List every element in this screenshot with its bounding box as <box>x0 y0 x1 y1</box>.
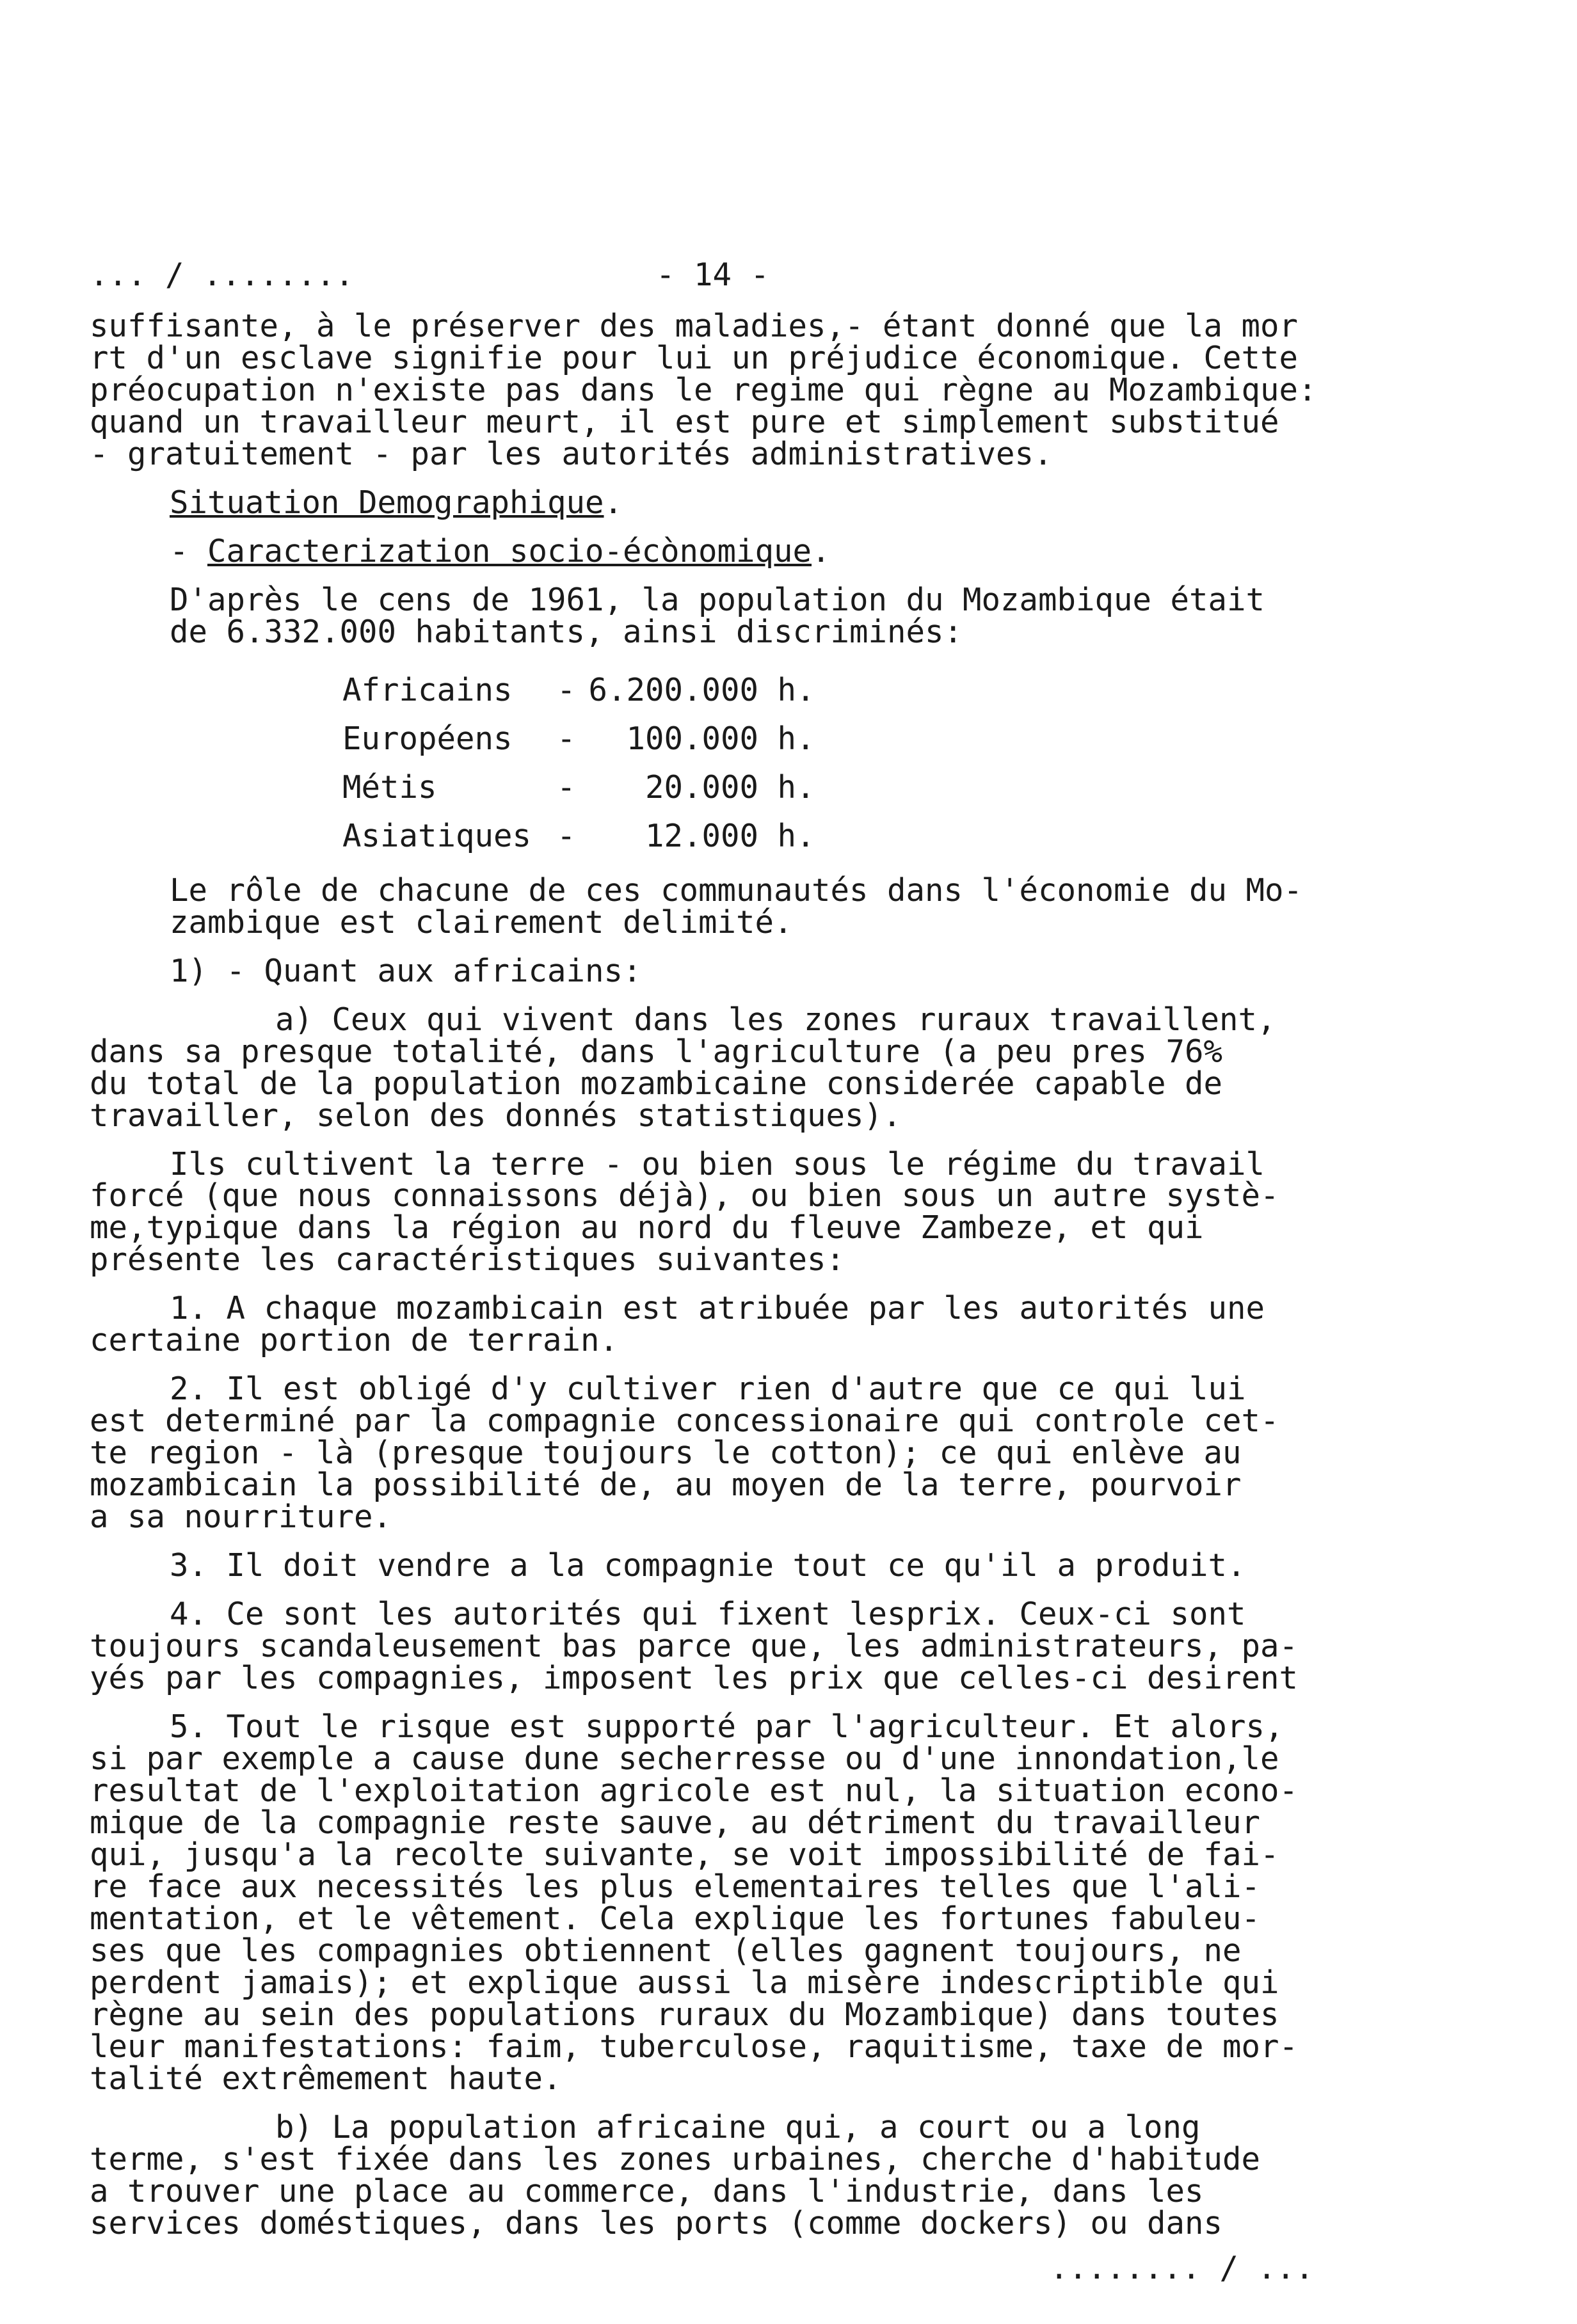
population-value: 6.200.000 h. <box>588 671 815 708</box>
list-item-3: 3. Il doit vendre a la compagnie tout ce qu'il a produit. <box>170 1547 1246 1584</box>
paragraph-b-first-line: b) La population africaine qui, a court ou a long <box>275 2108 1201 2145</box>
population-value: 12.000 h. <box>645 817 815 854</box>
paragraph-intro: suffisante, à le préserver des maladies,- étant donné que la mor rt d'un esclave signifie pour lui un préjudice économique. Cette préocupation n'existe pas dans le regime qui règne au Mozambique: quand un travailleur meurt, il est pure et simplement substitué - gratuitement - par les autorités administratives. <box>90 308 1317 472</box>
page-header <box>90 259 1434 298</box>
population-value: 20.000 h. <box>645 768 815 806</box>
paragraph-a: dans sa presque totalité, dans l'agriculture (a peu pres 76% du total de la population mozambicaine considerée capable de travailler, selon des donnés statistiques). <box>90 1033 1223 1134</box>
table-row: Africains - 6.200.000 h. <box>342 666 815 715</box>
paragraph-roles: Le rôle de chacune de ces communautés dans l'économie du Mo- zambique est clairement delimité. <box>170 872 1303 941</box>
document-body <box>90 310 1370 2240</box>
heading-text: Caracterization socio-écònomique <box>207 532 812 569</box>
population-group: Asiatiques <box>342 817 532 854</box>
list-item-2-first-line: 2. Il est obligé d'y cultiver rien d'autre que ce qui lui <box>170 1371 1246 1408</box>
paragraph-a-first-line: a) Ceux qui vivent dans les zones ruraux travaillent, <box>275 1001 1276 1038</box>
list-item-4-first-line: 4. Ce sont les autorités qui fixent lesprix. Ceux-ci sont <box>170 1596 1246 1633</box>
population-table <box>342 666 815 861</box>
section-heading-caracterization: - Caracterization socio-écònomique. <box>170 532 831 569</box>
page-footer-continuation: ........ / ... <box>1050 2250 1315 2286</box>
paragraph-census: D'après le cens de 1961, la population du Mozambique était de 6.332.000 habitants, ainsi discriminés: <box>170 581 1265 650</box>
population-group: Africains <box>342 671 513 708</box>
section-heading-demographique: Situation Demographique. <box>170 484 623 521</box>
population-value: 100.000 h. <box>626 720 815 757</box>
list-heading-africains: 1) - Quant aux africains: <box>170 952 642 989</box>
list-item-5: si par exemple a cause dune secherresse ou d'une innondation,le resultat de l'exploitation agricole est nul, la situation econo- mique de la compagnie reste sauve, au détriment du travailleur qui, jusqu'a la recolte suivante, se voit impossibilité de fai- re face aux necessités les plus elementaires telles que l'ali- mentation, et le vêtement. Cela explique les fortunes fabuleu- ses que les compagnies obtiennent (elles gagnent toujours, ne perdent jamais); et explique aussi la misère indescriptible qui règne au sein des populations ruraux du Mozambique) dans toutes leur manifestations: faim, tuberculose, raquitisme, taxe de mor- talité extrêmement haute. <box>90 1740 1299 2097</box>
list-item-1: certaine portion de terrain. <box>90 1322 619 1359</box>
heading-text: Situation Demographique <box>170 484 604 521</box>
table-row: Asiatiques - 12.000 h. <box>342 812 815 861</box>
population-group: Métis <box>342 768 437 806</box>
paragraph-cultivent-first-line: Ils cultivent la terre - ou bien sous le régime du travail <box>170 1145 1265 1182</box>
paragraph-b: terme, s'est fixée dans les zones urbaines, cherche d'habitude a trouver une place au commerce, dans l'industrie, dans les services doméstiques, dans les ports (comme dockers) ou dans <box>90 2140 1261 2241</box>
paragraph-cultivent: forcé (que nous connaissons déjà), ou bien sous un autre systè- me,typique dans la région au nord du fleuve Zambeze, et qui présente les caractéristiques suivantes: <box>90 1177 1279 1278</box>
list-item-5-first-line: 5. Tout le risque est supporté par l'agriculteur. Et alors, <box>170 1708 1284 1746</box>
table-row: Européens - 100.000 h. <box>342 715 815 763</box>
table-row: Métis - 20.000 h. <box>342 763 815 812</box>
list-item-1-first-line: 1. A chaque mozambicain est atribuée par les autorités une <box>170 1290 1265 1327</box>
header-continuation: ... / ........ <box>90 257 355 293</box>
list-item-2: est determiné par la compagnie concessionaire qui controle cet- te region - là (presque toujours le cotton); ce qui enlève au mozambicain la possibilité de, au moyen de la terre, pourvoir a sa nourriture. <box>90 1403 1279 1536</box>
page-number: - 14 - <box>656 257 770 293</box>
population-group: Européens <box>342 720 513 757</box>
list-item-4: toujours scandaleusement bas parce que, les administrateurs, pa- yés par les compagnies, imposent les prix que celles-ci desirent <box>90 1628 1299 1697</box>
